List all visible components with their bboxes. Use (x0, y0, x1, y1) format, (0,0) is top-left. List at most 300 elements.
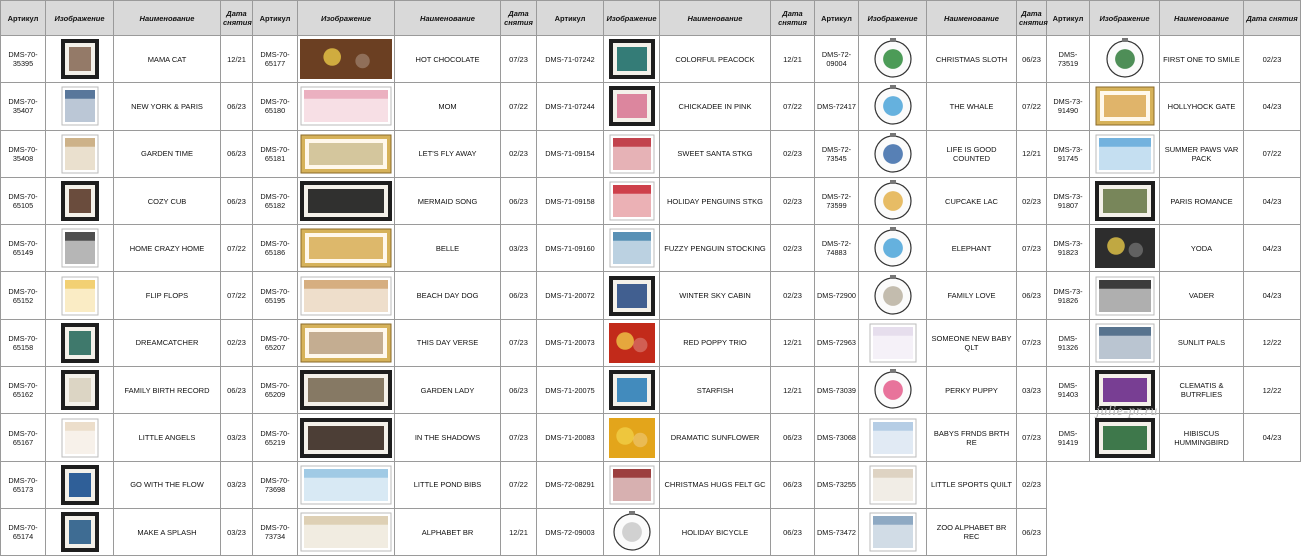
removal-date-cell: 06/23 (221, 177, 253, 224)
product-image-cell (46, 177, 114, 224)
product-image-cell (604, 130, 660, 177)
removal-date-cell: 02/23 (771, 272, 815, 319)
sku-cell: DMS-70-73734 (253, 508, 298, 555)
sku-cell: DMS-70-65158 (1, 319, 46, 366)
sports-quilt-icon (869, 465, 917, 505)
sku-cell: DMS-70-65182 (253, 177, 298, 224)
dolphins-icon (1095, 323, 1155, 363)
family-love-hoop-icon (873, 276, 913, 316)
product-image-cell (604, 508, 660, 555)
hollyhock-icon (1095, 86, 1155, 126)
removal-date-cell: 03/23 (1017, 367, 1047, 414)
product-name-cell: HOT CHOCOLATE (395, 36, 501, 83)
hummingbird-icon (1095, 418, 1155, 458)
removal-date-cell: 06/23 (1017, 36, 1047, 83)
table-row (1, 319, 1301, 366)
product-name-cell: THIS DAY VERSE (395, 319, 501, 366)
table-row (1, 83, 1301, 130)
product-image-cell (1090, 177, 1160, 224)
product-name-cell: PARIS ROMANCE (1160, 177, 1244, 224)
sku-cell: DMS-70-65186 (253, 225, 298, 272)
sku-cell: DMS-91419 (1047, 414, 1090, 461)
header-sku: Артикул (1, 1, 46, 36)
vader-icon (1095, 276, 1155, 316)
removal-date-cell: 07/22 (501, 83, 537, 130)
product-image-cell (859, 319, 927, 366)
header-image: Изображение (298, 1, 395, 36)
product-name-cell: LITTLE SPORTS QUILT (927, 461, 1017, 508)
removal-date-cell: 04/23 (1244, 83, 1301, 130)
sku-cell: DMS-72-08291 (537, 461, 604, 508)
removal-date-cell: 12/22 (1244, 319, 1301, 366)
sku-cell: DMS-73472 (815, 508, 859, 555)
product-name-cell: PERKY PUPPY (927, 367, 1017, 414)
starfish-icon (609, 370, 655, 410)
product-name-cell: SUMMER PAWS VAR PACK (1160, 130, 1244, 177)
product-image-cell (46, 319, 114, 366)
product-image-cell (298, 272, 395, 319)
sku-cell: DMS-72-09003 (537, 508, 604, 555)
frog-hoop-icon (1105, 39, 1145, 79)
product-image-cell (604, 83, 660, 130)
poppy-icon (609, 323, 655, 363)
sku-cell: DMS-73255 (815, 461, 859, 508)
product-name-cell: CUPCAKE LAC (927, 177, 1017, 224)
product-image-cell (604, 367, 660, 414)
product-name-cell: MERMAID SONG (395, 177, 501, 224)
header-image: Изображение (46, 1, 114, 36)
sku-cell: DMS-71-09160 (537, 225, 604, 272)
sku-cell: DMS-70-65209 (253, 367, 298, 414)
product-name-cell: HOLIDAY BICYCLE (660, 508, 771, 555)
sku-cell: DMS-71-20075 (537, 367, 604, 414)
product-image-cell (859, 367, 927, 414)
removal-date-cell: 02/23 (771, 177, 815, 224)
mermaid-icon (61, 512, 99, 552)
product-name-cell: DREAMCATCHER (114, 319, 221, 366)
cat-portrait-icon (61, 39, 99, 79)
summer-paws-icon (1095, 134, 1155, 174)
removal-date-cell: 06/23 (501, 367, 537, 414)
product-image-cell (298, 36, 395, 83)
product-name-cell: MOM (395, 83, 501, 130)
product-name-cell: LIFE IS GOOD COUNTED (927, 130, 1017, 177)
sku-cell: DMS-70-65207 (253, 319, 298, 366)
product-image-cell (859, 508, 927, 555)
header-image: Изображение (859, 1, 927, 36)
sku-cell: DMS-72-73545 (815, 130, 859, 177)
watermark: julie-pr.ru (1096, 404, 1158, 419)
product-image-cell (1090, 272, 1160, 319)
product-image-cell (859, 130, 927, 177)
puppy-photo-icon (300, 39, 392, 79)
removal-date-cell: 07/23 (501, 319, 537, 366)
sku-cell: DMS-72963 (815, 319, 859, 366)
sku-cell: DMS-72-73599 (815, 177, 859, 224)
removal-date-cell: 06/23 (501, 272, 537, 319)
empty-cell (1244, 461, 1301, 508)
product-name-cell: CHRISTMAS HUGS FELT GC (660, 461, 771, 508)
product-name-cell: FAMILY BIRTH RECORD (114, 367, 221, 414)
removal-date-cell: 07/22 (221, 225, 253, 272)
product-image-cell (859, 225, 927, 272)
removal-date-cell: 12/21 (1017, 130, 1047, 177)
cupcake-hoop-icon (873, 181, 913, 221)
product-image-cell (859, 461, 927, 508)
header-date: Дата снятия (501, 1, 537, 36)
product-image-cell (1090, 130, 1160, 177)
product-name-cell: MAMA CAT (114, 36, 221, 83)
product-image-cell (859, 272, 927, 319)
stocking-icon (609, 134, 655, 174)
product-name-cell: IN THE SHADOWS (395, 414, 501, 461)
sku-cell: DMS-71-07244 (537, 83, 604, 130)
product-image-cell (46, 414, 114, 461)
table-row (1, 225, 1301, 272)
removal-date-cell: 07/23 (501, 36, 537, 83)
product-name-cell: CHICKADEE IN PINK (660, 83, 771, 130)
product-image-cell (46, 272, 114, 319)
header-date: Дата снятия (221, 1, 253, 36)
product-name-cell: HOLLYHOCK GATE (1160, 83, 1244, 130)
sku-cell: DMS-70-35407 (1, 83, 46, 130)
product-image-cell (604, 319, 660, 366)
header-sku: Артикул (537, 1, 604, 36)
product-name-cell: DRAMATIC SUNFLOWER (660, 414, 771, 461)
product-name-cell: LITTLE ANGELS (114, 414, 221, 461)
removal-date-cell: 03/23 (221, 508, 253, 555)
sku-cell: DMS-73-91490 (1047, 83, 1090, 130)
removal-date-cell: 04/23 (1244, 177, 1301, 224)
product-name-cell: BEACH DAY DOG (395, 272, 501, 319)
removal-date-cell: 07/23 (1017, 225, 1047, 272)
mermaid-silhouette-icon (300, 181, 392, 221)
product-image-cell (46, 508, 114, 555)
product-image-cell (1090, 225, 1160, 272)
product-name-cell: COLORFUL PEACOCK (660, 36, 771, 83)
product-name-cell: SWEET SANTA STKG (660, 130, 771, 177)
product-image-cell (1090, 83, 1160, 130)
header-image: Изображение (604, 1, 660, 36)
removal-date-cell: 07/22 (501, 461, 537, 508)
verse-sampler-icon (300, 323, 392, 363)
sku-cell: DMS-71-09158 (537, 177, 604, 224)
sku-cell: DMS-73-91745 (1047, 130, 1090, 177)
product-image-cell (46, 36, 114, 83)
yoda-icon (1095, 228, 1155, 268)
product-image-cell (859, 36, 927, 83)
penguin-stocking-icon (609, 181, 655, 221)
removal-date-cell: 07/23 (501, 414, 537, 461)
sku-cell: DMS-70-65180 (253, 83, 298, 130)
product-image-cell (1090, 367, 1160, 414)
elephant-hoop-icon (873, 228, 913, 268)
product-name-cell: SUNLIT PALS (1160, 319, 1244, 366)
product-image-cell (298, 367, 395, 414)
product-image-cell (1090, 414, 1160, 461)
removal-date-cell: 02/23 (1017, 177, 1047, 224)
fuzzy-penguin-icon (609, 228, 655, 268)
removal-date-cell: 07/22 (221, 272, 253, 319)
removal-date-cell: 07/23 (1017, 319, 1047, 366)
sku-cell: DMS-73-91807 (1047, 177, 1090, 224)
header-row (1, 1, 1301, 36)
sku-cell: DMS-70-65105 (1, 177, 46, 224)
sku-cell: DMS-91403 (1047, 367, 1090, 414)
home-sign-icon (61, 228, 99, 268)
table-row (1, 36, 1301, 83)
product-image-cell (46, 225, 114, 272)
fish-icon (61, 465, 99, 505)
product-image-cell (604, 414, 660, 461)
removal-date-cell: 03/23 (501, 225, 537, 272)
garden-sampler-icon (61, 134, 99, 174)
header-sku: Артикул (253, 1, 298, 36)
removal-date-cell: 02/23 (771, 130, 815, 177)
sku-cell: DMS-70-65195 (253, 272, 298, 319)
removal-date-cell: 02/23 (771, 225, 815, 272)
product-name-cell: ELEPHANT (927, 225, 1017, 272)
sku-cell: DMS-70-65181 (253, 130, 298, 177)
product-name-cell: YODA (1160, 225, 1244, 272)
sku-cell: DMS-71-20073 (537, 319, 604, 366)
product-name-cell: FIRST ONE TO SMILE (1160, 36, 1244, 83)
removal-date-cell: 06/23 (1017, 272, 1047, 319)
header-date: Дата снятия (1244, 1, 1301, 36)
product-image-cell (46, 83, 114, 130)
removal-date-cell: 04/23 (1244, 272, 1301, 319)
empty-cell (1160, 508, 1244, 555)
product-image-cell (859, 414, 927, 461)
zoo-alphabet-icon (869, 512, 917, 552)
flip-flops-icon (61, 276, 99, 316)
sku-cell: DMS-71-09154 (537, 130, 604, 177)
product-image-cell (859, 83, 927, 130)
product-image-cell (298, 414, 395, 461)
empty-cell (1244, 508, 1301, 555)
product-image-cell (298, 319, 395, 366)
empty-cell (1160, 461, 1244, 508)
removal-date-cell: 03/23 (221, 461, 253, 508)
table-row (1, 461, 1301, 508)
product-name-cell: CHRISTMAS SLOTH (927, 36, 1017, 83)
table-row (1, 130, 1301, 177)
alphabet-sampler-icon (300, 512, 392, 552)
product-name-cell: LITTLE POND BIBS (395, 461, 501, 508)
sku-cell: DMS-72417 (815, 83, 859, 130)
baby-quilt-icon (869, 323, 917, 363)
product-image-cell (859, 177, 927, 224)
garden-lady-icon (300, 370, 392, 410)
winter-cabin-icon (609, 276, 655, 316)
table-row (1, 508, 1301, 555)
product-name-cell: GO WITH THE FLOW (114, 461, 221, 508)
removal-date-cell: 06/23 (221, 130, 253, 177)
product-name-cell: CLEMATIS & BUTRFLIES (1160, 367, 1244, 414)
birth-record-icon (61, 370, 99, 410)
removal-date-cell: 02/23 (501, 130, 537, 177)
product-image-cell (604, 36, 660, 83)
removal-date-cell: 06/23 (221, 83, 253, 130)
removal-date-cell: 07/22 (771, 83, 815, 130)
product-image-cell (46, 461, 114, 508)
removal-date-cell: 12/21 (771, 36, 815, 83)
cat-shadow-icon (300, 418, 392, 458)
removal-date-cell: 06/23 (501, 177, 537, 224)
header-date: Дата снятия (1017, 1, 1047, 36)
header-name: Наименование (395, 1, 501, 36)
sku-cell: DMS-70-73698 (253, 461, 298, 508)
sku-cell: DMS-72900 (815, 272, 859, 319)
removal-date-cell: 06/23 (771, 414, 815, 461)
product-image-cell (1090, 36, 1160, 83)
sunflower-icon (609, 418, 655, 458)
sku-cell: DMS-73519 (1047, 36, 1090, 83)
product-name-cell: COZY CUB (114, 177, 221, 224)
sku-cell: DMS-73039 (815, 367, 859, 414)
paris-icon (1095, 181, 1155, 221)
removal-date-cell: 12/21 (771, 319, 815, 366)
removal-date-cell: 12/21 (221, 36, 253, 83)
header-name: Наименование (927, 1, 1017, 36)
city-skyline-icon (61, 86, 99, 126)
angels-icon (61, 418, 99, 458)
baby-friends-icon (869, 418, 917, 458)
removal-date-cell: 07/23 (1017, 414, 1047, 461)
chickadee-icon (609, 86, 655, 126)
table-row (1, 177, 1301, 224)
bicycle-hoop-icon (612, 512, 652, 552)
floral-mom-icon (300, 86, 392, 126)
product-image-cell (298, 461, 395, 508)
felt-ornaments-icon (609, 465, 655, 505)
clematis-icon (1095, 370, 1155, 410)
product-image-cell (298, 83, 395, 130)
empty-cell (1090, 508, 1160, 555)
sku-cell: DMS-72-09004 (815, 36, 859, 83)
empty-cell (1047, 508, 1090, 555)
removal-date-cell: 04/23 (1244, 414, 1301, 461)
sku-cell: DMS-70-35395 (1, 36, 46, 83)
dreamcatcher-icon (61, 323, 99, 363)
header-image: Изображение (1090, 1, 1160, 36)
removal-date-cell: 07/22 (1244, 130, 1301, 177)
product-name-cell: FLIP FLOPS (114, 272, 221, 319)
removal-date-cell: 12/21 (771, 367, 815, 414)
sku-cell: DMS-70-65173 (1, 461, 46, 508)
product-name-cell: RED POPPY TRIO (660, 319, 771, 366)
removal-date-cell: 06/23 (221, 367, 253, 414)
sku-cell: DMS-73-91826 (1047, 272, 1090, 319)
product-image-cell (46, 130, 114, 177)
empty-cell (1047, 461, 1090, 508)
sku-cell: DMS-70-65162 (1, 367, 46, 414)
product-name-cell: SOMEONE NEW BABY QLT (927, 319, 1017, 366)
product-name-cell: FUZZY PENGUIN STOCKING (660, 225, 771, 272)
sku-cell: DMS-70-65219 (253, 414, 298, 461)
header-name: Наименование (1160, 1, 1244, 36)
product-name-cell: MAKE A SPLASH (114, 508, 221, 555)
product-image-cell (604, 225, 660, 272)
product-image-cell (604, 461, 660, 508)
product-image-cell (604, 177, 660, 224)
product-name-cell: GARDEN LADY (395, 367, 501, 414)
removal-date-cell: 12/22 (1244, 367, 1301, 414)
whale-hoop-icon (873, 86, 913, 126)
princess-icon (300, 228, 392, 268)
product-image-cell (298, 177, 395, 224)
beach-dog-icon (300, 276, 392, 316)
product-image-cell (1090, 319, 1160, 366)
product-name-cell: STARFISH (660, 367, 771, 414)
sku-cell: DMS-71-20083 (537, 414, 604, 461)
product-name-cell: BELLE (395, 225, 501, 272)
product-name-cell: LET'S FLY AWAY (395, 130, 501, 177)
table-row (1, 414, 1301, 461)
empty-cell (1090, 461, 1160, 508)
product-image-cell (604, 272, 660, 319)
product-name-cell: BABYS FRNDS BRTH RE (927, 414, 1017, 461)
sku-cell: DMS-72-74883 (815, 225, 859, 272)
puppy-hoop-icon (873, 370, 913, 410)
product-name-cell: HOLIDAY PENGUINS STKG (660, 177, 771, 224)
catalog-body (1, 36, 1301, 556)
product-name-cell: WINTER SKY CABIN (660, 272, 771, 319)
product-name-cell: FAMILY LOVE (927, 272, 1017, 319)
product-image-cell (46, 367, 114, 414)
sku-cell: DMS-70-65152 (1, 272, 46, 319)
product-name-cell: ALPHABET BR (395, 508, 501, 555)
header-sku: Артикул (815, 1, 859, 36)
sku-cell: DMS-70-35408 (1, 130, 46, 177)
balloon-icon (300, 134, 392, 174)
header-name: Наименование (114, 1, 221, 36)
sku-cell: DMS-91326 (1047, 319, 1090, 366)
header-sku: Артикул (1047, 1, 1090, 36)
bibs-icon (300, 465, 392, 505)
product-image-cell (298, 508, 395, 555)
sku-cell: DMS-70-65174 (1, 508, 46, 555)
removal-date-cell: 02/23 (221, 319, 253, 366)
removal-date-cell: 02/23 (1017, 461, 1047, 508)
life-good-hoop-icon (873, 134, 913, 174)
bear-cub-icon (61, 181, 99, 221)
sku-cell: DMS-71-07242 (537, 36, 604, 83)
product-name-cell: NEW YORK & PARIS (114, 83, 221, 130)
table-row (1, 272, 1301, 319)
sloth-hoop-icon (873, 39, 913, 79)
removal-date-cell: 07/22 (1017, 83, 1047, 130)
removal-date-cell: 02/23 (1244, 36, 1301, 83)
product-name-cell: GARDEN TIME (114, 130, 221, 177)
product-image-cell (298, 130, 395, 177)
product-name-cell: HIBISCUS HUMMINGBIRD (1160, 414, 1244, 461)
sku-cell: DMS-73-91823 (1047, 225, 1090, 272)
header-date: Дата снятия (771, 1, 815, 36)
sku-cell: DMS-71-20072 (537, 272, 604, 319)
removal-date-cell: 04/23 (1244, 225, 1301, 272)
product-name-cell: THE WHALE (927, 83, 1017, 130)
removal-date-cell: 12/21 (501, 508, 537, 555)
peacock-icon (609, 39, 655, 79)
product-name-cell: ZOO ALPHABET BR REC (927, 508, 1017, 555)
sku-cell: DMS-70-65149 (1, 225, 46, 272)
removal-date-cell: 06/23 (771, 508, 815, 555)
sku-cell: DMS-70-65167 (1, 414, 46, 461)
removal-date-cell: 06/23 (771, 461, 815, 508)
sku-cell: DMS-73068 (815, 414, 859, 461)
product-image-cell (298, 225, 395, 272)
